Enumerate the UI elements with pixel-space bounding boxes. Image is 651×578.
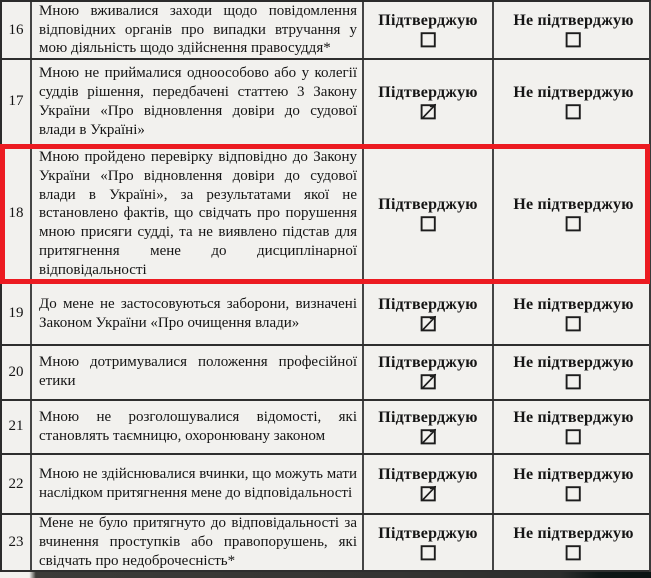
statement-cell bbox=[32, 2, 364, 58]
confirm-checkbox-icon[interactable] bbox=[420, 485, 437, 502]
row-number: 18 bbox=[2, 146, 32, 282]
not-confirm-cell bbox=[494, 346, 651, 399]
not-confirm-cell bbox=[494, 146, 651, 282]
statement-text: Мною вживалися заходи щодо повідомлення відповідних органів про випадки втручання у мою діяльність щодо здійснення правосуддя* bbox=[39, 2, 357, 57]
not-confirm-label: Не підтверджую bbox=[513, 466, 634, 484]
statement-text: До мене не застосовуються заборони, визначені Законом України «Про очищення влади» bbox=[39, 296, 357, 331]
confirm-checkbox-icon[interactable] bbox=[420, 31, 437, 48]
row-number: 19 bbox=[2, 284, 32, 344]
table-row bbox=[2, 455, 649, 515]
row-number: 20 bbox=[2, 346, 32, 399]
statement-cell bbox=[32, 401, 364, 454]
not-confirm-cell bbox=[494, 401, 651, 454]
statement-text: Мене не було притягнуто до відповідальності за вчинення проступків або правопорушень, які свідчать про недоброчесність* bbox=[39, 515, 357, 569]
confirm-cell bbox=[364, 2, 494, 58]
confirm-cell bbox=[364, 346, 494, 399]
confirm-label: Підтверджую bbox=[378, 295, 478, 313]
confirm-cell bbox=[364, 515, 494, 570]
not-confirm-label: Не підтверджую bbox=[513, 195, 634, 213]
not-confirm-cell bbox=[494, 60, 651, 144]
statement-text: Мною пройдено перевірку відповідно до Закону України «Про відновлення довіри до судової влади в Україні», за результатами якої не встановлено фактів, що свідчать про порушення мною присяги судді, та не виявлено підстав для притягнення мене до дисциплінарної відповідальності bbox=[39, 149, 357, 278]
confirm-checkbox-icon[interactable] bbox=[420, 428, 437, 445]
not-confirm-label: Не підтверджую bbox=[513, 354, 634, 372]
statement-cell bbox=[32, 60, 364, 144]
confirm-cell bbox=[364, 455, 494, 513]
confirm-checkbox-icon[interactable] bbox=[420, 103, 437, 120]
confirm-cell bbox=[364, 146, 494, 282]
row-number: 17 bbox=[2, 60, 32, 144]
not-confirm-label: Не підтверджую bbox=[513, 408, 634, 426]
not-confirm-checkbox-icon[interactable] bbox=[565, 428, 582, 445]
not-confirm-checkbox-icon[interactable] bbox=[565, 215, 582, 232]
table-row bbox=[2, 60, 649, 146]
statement-cell bbox=[32, 455, 364, 513]
not-confirm-label: Не підтверджую bbox=[513, 83, 634, 101]
not-confirm-cell bbox=[494, 2, 651, 58]
not-confirm-label: Не підтверджую bbox=[513, 524, 634, 542]
confirm-checkbox-icon[interactable] bbox=[420, 315, 437, 332]
statement-cell bbox=[32, 346, 364, 399]
statement-cell bbox=[32, 515, 364, 570]
row-number: 23 bbox=[2, 515, 32, 570]
table-row bbox=[2, 401, 649, 456]
statement-text: Мною дотримувалися положення професійної етики bbox=[39, 354, 357, 390]
confirm-label: Підтверджую bbox=[378, 354, 478, 372]
row-number: 21 bbox=[2, 401, 32, 454]
statement-cell bbox=[32, 146, 364, 282]
confirm-label: Підтверджую bbox=[378, 524, 478, 542]
not-confirm-label: Не підтверджую bbox=[513, 12, 634, 29]
not-confirm-cell bbox=[494, 284, 651, 344]
not-confirm-checkbox-icon[interactable] bbox=[565, 315, 582, 332]
confirm-label: Підтверджую bbox=[378, 466, 478, 484]
not-confirm-cell bbox=[494, 455, 651, 513]
table-row bbox=[2, 346, 649, 401]
not-confirm-checkbox-icon[interactable] bbox=[565, 373, 582, 390]
table-row bbox=[2, 515, 649, 572]
confirm-cell bbox=[364, 284, 494, 344]
confirm-cell bbox=[364, 401, 494, 454]
not-confirm-checkbox-icon[interactable] bbox=[565, 31, 582, 48]
confirm-label: Підтверджую bbox=[378, 83, 478, 101]
confirm-label: Підтверджую bbox=[378, 408, 478, 426]
statement-text: Мною не розголошувалися відомості, які становлять таємницю, охоронювану законом bbox=[39, 409, 357, 444]
not-confirm-cell bbox=[494, 515, 651, 570]
table-row bbox=[2, 146, 649, 284]
row-number: 16 bbox=[2, 2, 32, 58]
statement-text: Мною не здійснювалися вчинки, що можуть мати наслідком притягнення мене до відповідальності bbox=[39, 466, 357, 502]
confirm-label: Підтверджую bbox=[378, 12, 478, 29]
not-confirm-checkbox-icon[interactable] bbox=[565, 103, 582, 120]
table-row bbox=[2, 2, 649, 60]
not-confirm-checkbox-icon[interactable] bbox=[565, 485, 582, 502]
not-confirm-label: Не підтверджую bbox=[513, 295, 634, 313]
confirm-checkbox-icon[interactable] bbox=[420, 215, 437, 232]
confirm-checkbox-icon[interactable] bbox=[420, 544, 437, 561]
confirm-label: Підтверджую bbox=[378, 195, 478, 213]
table-row bbox=[2, 284, 649, 346]
scan-artifact-bar bbox=[0, 572, 651, 578]
row-number: 22 bbox=[2, 455, 32, 513]
not-confirm-checkbox-icon[interactable] bbox=[565, 544, 582, 561]
confirm-cell bbox=[364, 60, 494, 144]
statement-text: Мною не приймалися одноособово або у колегії суддів рішення, передбачені статтею 3 Закону України «Про відновлення довіри до судової влади в Україні» bbox=[39, 65, 357, 138]
statement-cell bbox=[32, 284, 364, 344]
confirm-checkbox-icon[interactable] bbox=[420, 373, 437, 390]
